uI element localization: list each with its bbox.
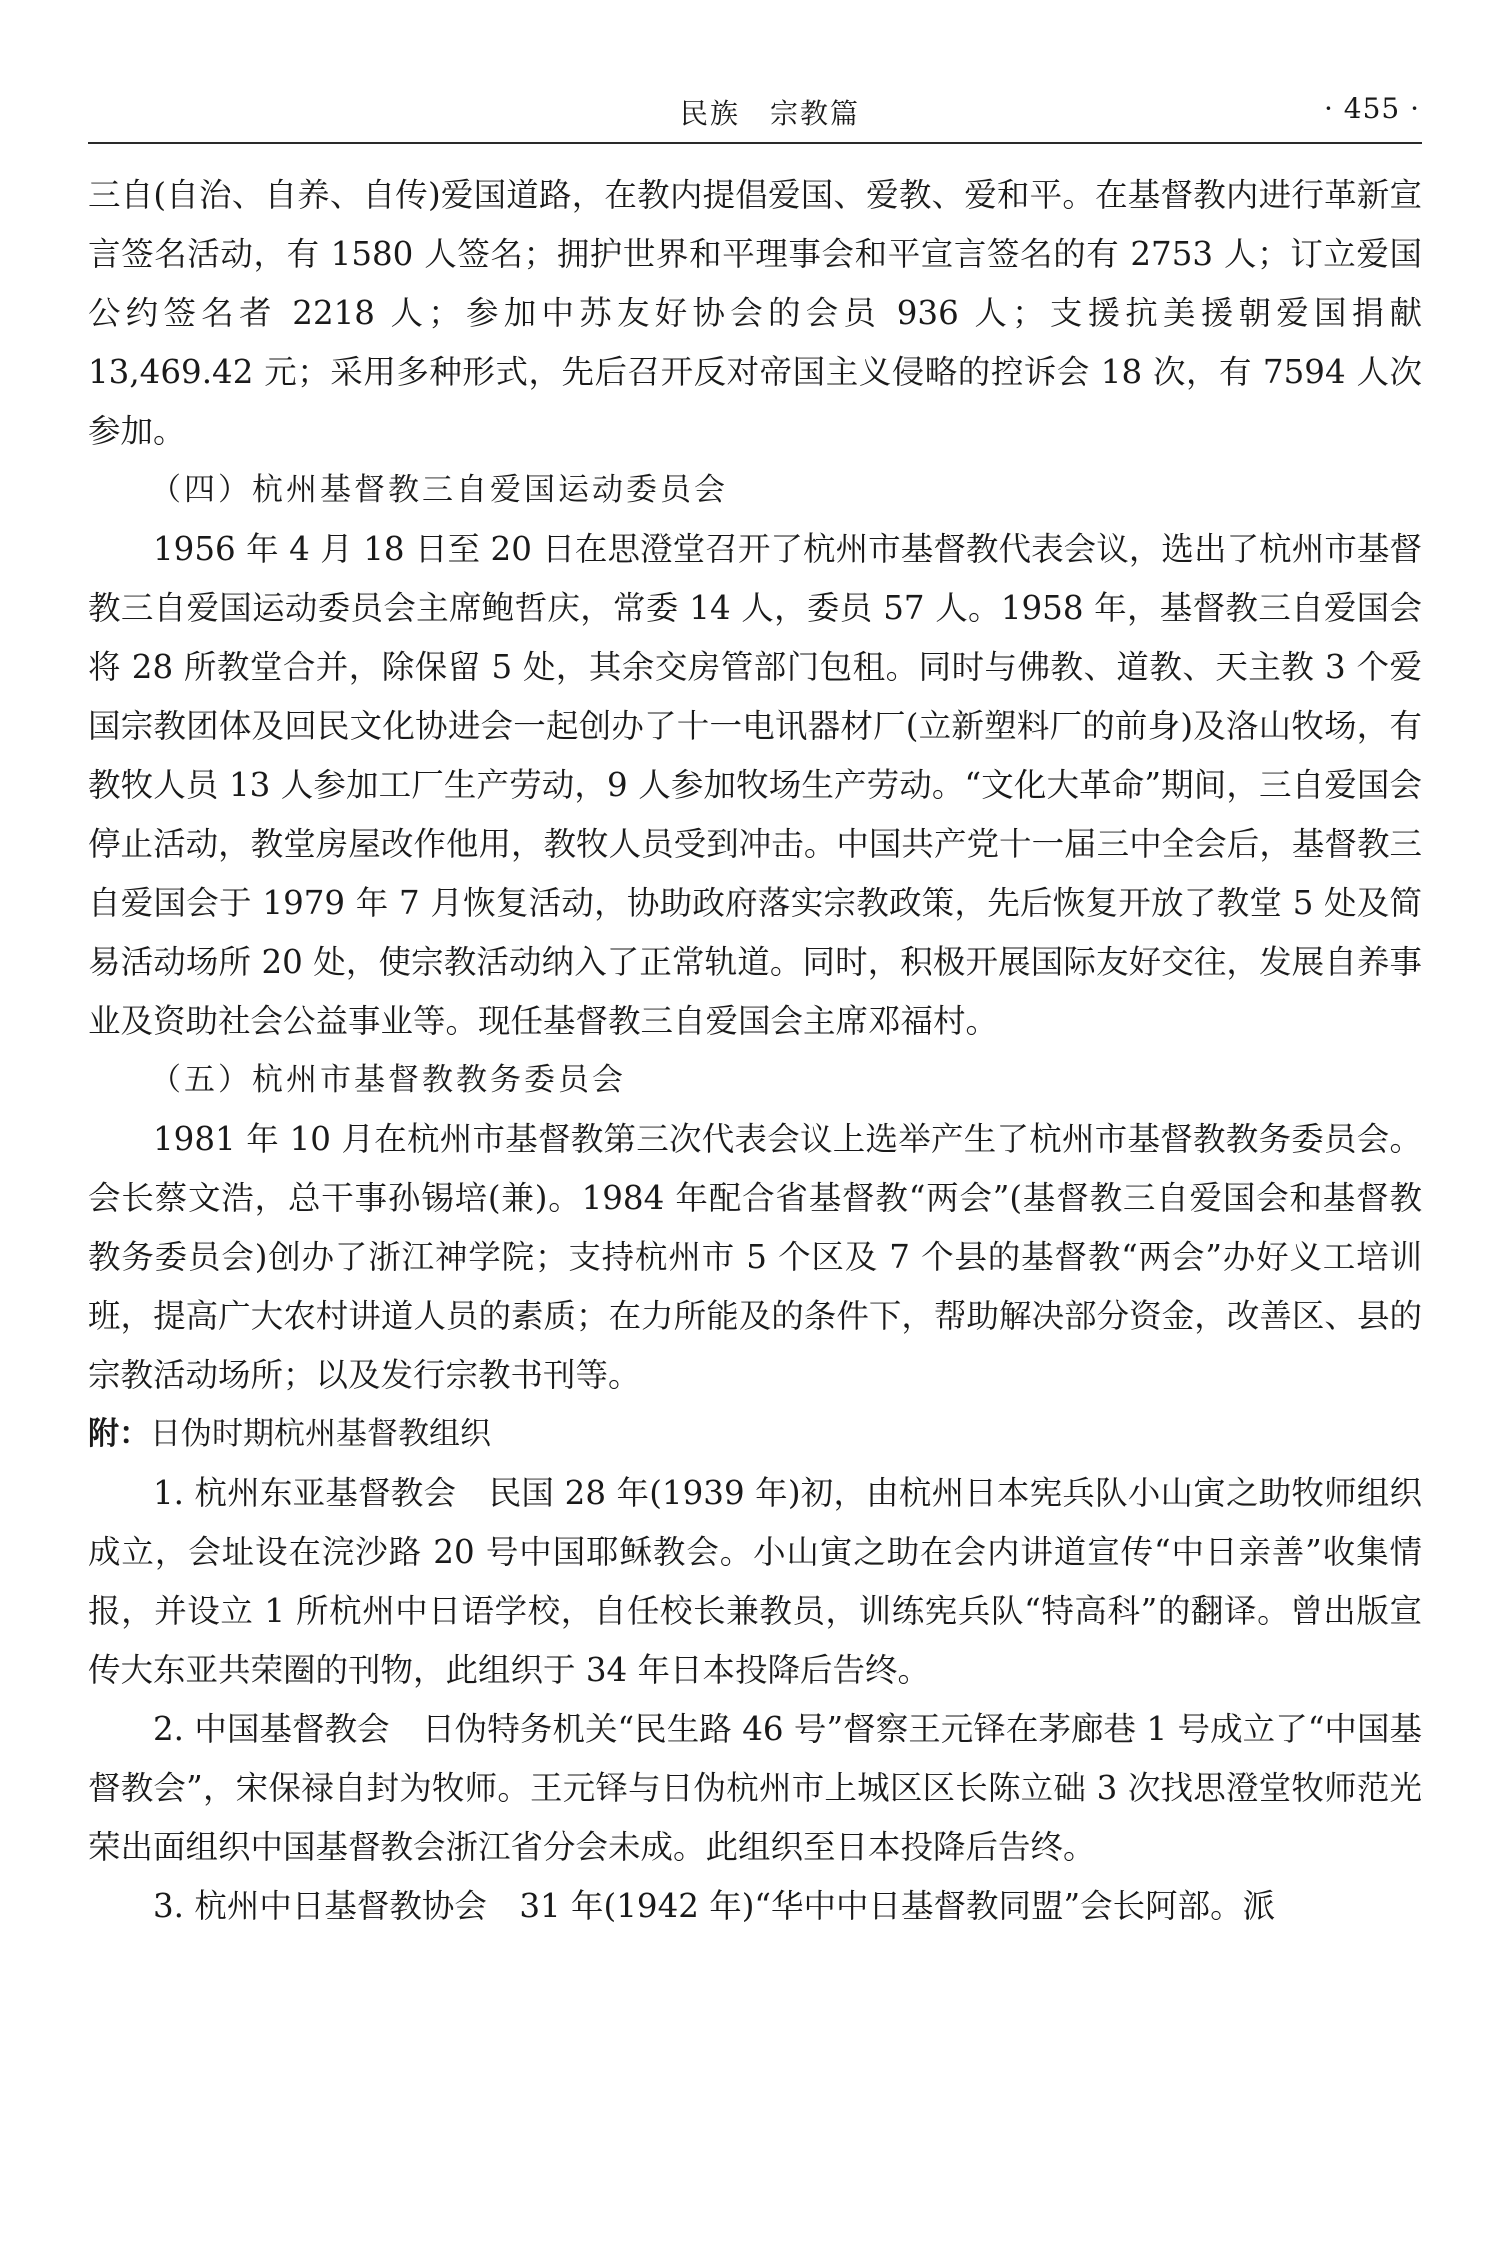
paragraph-council: 1981 年 10 月在杭州市基督教第三次代表会议上选举产生了杭州市基督教教务委员会。会长蔡文浩，总干事孙锡培(兼)。1984 年配合省基督教“两会”(基督教三自爱国会和基督教教务委员会)创办了浙江神学院；支持杭州市 5 个区及 7 个县的基督教“两会”办好义工培训班，提高广大农村讲道人员的素质；在力所能及的条件下，帮助解决部分资金，改善区、县的宗教活动场所；以及发行宗教书刊等。 [88,1120,1422,1394]
item-text: 民国 28 年(1939 年)初，由杭州日本宪兵队小山寅之助牧师组织成立，会址设在浣沙路 20 号中国耶稣教会。小山寅之助在会内讲道宣传“中日亲善”收集情报，并设立 1 所杭州中日语学校，自任校长兼教员，训练宪兵队“特高科”的翻译。曾出版宣传大东亚共荣圈的刊物，此组织于 34 年日本投降后告终。 [88,1474,1422,1689]
item-text: 31 年(1942 年)“华中中日基督教同盟”会长阿部。派 [519,1887,1276,1925]
appendix-item [88,1464,1422,1700]
item-name: 3. 杭州中日基督教协会 [153,1887,487,1925]
header-divider [88,142,1422,144]
page-number: · 455 · [1323,92,1420,125]
appendix-item [88,1700,1422,1877]
chapter-title: 民族 宗教篇 [680,97,861,130]
section-heading-4: （四）杭州基督教三自爱国运动委员会 [150,472,728,508]
paragraph-committee: 1956 年 4 月 18 日至 20 日在思澄堂召开了杭州市基督教代表会议，选出了杭州市基督教三自爱国运动委员会主席鲍哲庆，常委 14 人，委员 57 人。1958 年，基督教三自爱国会将 28 所教堂合并，除保留 5 处，其余交房管部门包租。同时与佛教、道教、天主教 3 个爱国宗教团体及回民文化协进会一起创办了十一电讯器材厂(立新塑料厂的前身)及洛山牧场，有教牧人员 13 人参加工厂生产劳动，9 人参加牧场生产劳动。“文化大革命”期间，三自爱国会停止活动，教堂房屋改作他用，教牧人员受到冲击。中国共产党十一届三中全会后，基督教三自爱国会于 1979 年 7 月恢复活动，协助政府落实宗教政策，先后恢复开放了教堂 5 处及简易活动场所 20 处，使宗教活动纳入了正常轨道。同时，积极开展国际友好交往，发展自养事业及资助社会公益事业等。现任基督教三自爱国会主席邓福村。 [88,530,1422,1040]
section-heading-5: （五）杭州市基督教教务委员会 [150,1062,626,1098]
page-body [88,166,1422,1936]
item-text: 日伪特务机关“民生路 46 号”督察王元铎在茅廊巷 1 号成立了“中国基督教会”，宋保禄自封为牧师。王元铎与日伪杭州市上城区区长陈立础 3 次找思澄堂牧师范光荣出面组织中国基督教会浙江省分会未成。此组织至日本投降后告终。 [88,1710,1423,1866]
appendix-item [88,1877,1422,1936]
running-header [88,92,1422,136]
item-name: 2. 中国基督教会 [153,1710,390,1748]
appendix-heading [88,1405,1422,1464]
item-name: 1. 杭州东亚基督教会 [153,1474,457,1512]
paragraph-three-self: 三自(自治、自养、自传)爱国道路，在教内提倡爱国、爱教、爱和平。在基督教内进行革新宣言签名活动，有 1580 人签名；拥护世界和平理事会和平宣言签名的有 2753 人；订立爱国公约签名者 2218 人；参加中苏友好协会的会员 936 人；支援抗美援朝爱国捐献 13,469.42 元；采用多种形式，先后召开反对帝国主义侵略的控诉会 18 次，有 7594 人次参加。 [88,176,1422,450]
appendix-title: 日伪时期杭州基督教组织 [150,1416,491,1452]
appendix-label: 附： [88,1416,150,1452]
